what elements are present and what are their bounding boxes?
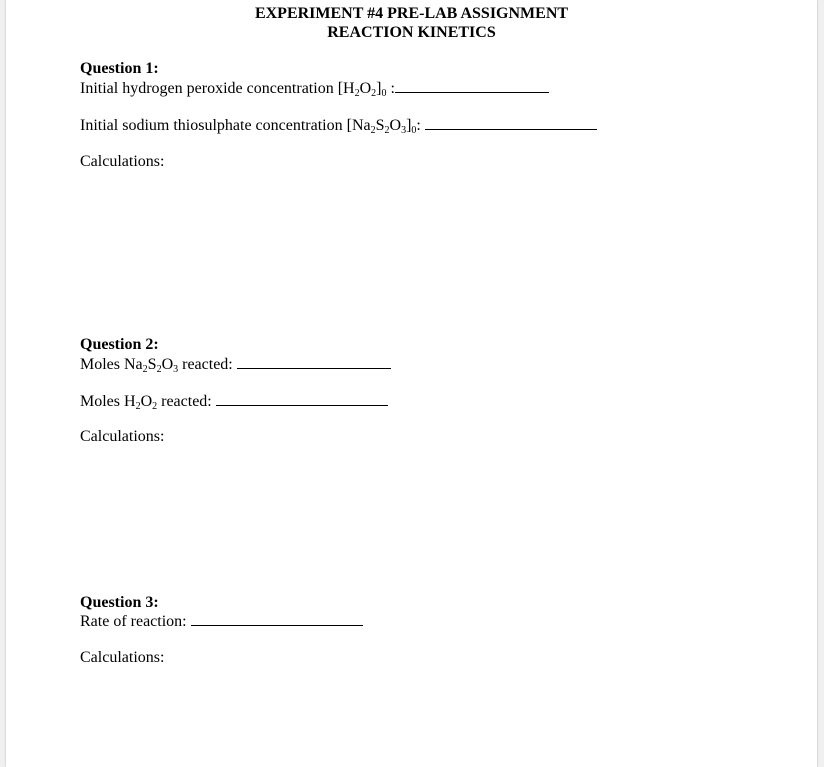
rate-of-reaction-label: Rate of reaction: (80, 613, 187, 630)
h2o2-answer-blank[interactable] (395, 79, 549, 93)
question-2-heading: Question 2: (80, 336, 159, 353)
moles-na2s2o3-label: Moles $Na_2S_2O_3$ reacted: (80, 356, 233, 375)
thiosulphate-label: Initial sodium thiosulphate concentration $[Na_2S_2O_3]_0$: (80, 117, 421, 136)
moles-h2o2-row (80, 392, 388, 411)
h2o2-label: Initial hydrogen peroxide concentration $[H_2O_2]_0$ : (80, 80, 395, 99)
document-page (6, 0, 817, 767)
thiosulphate-concentration-row (80, 116, 597, 135)
question-1-heading: Question 1: (80, 60, 159, 77)
moles-h2o2-label: Moles $H_2O_2$ reacted: (80, 393, 212, 412)
page-subtitle: REACTION KINETICS (327, 24, 496, 41)
page-title: EXPERIMENT #4 PRE-LAB ASSIGNMENT (254, 5, 569, 22)
moles-na2s2o3-row (80, 355, 391, 374)
h2o2-concentration-row (80, 79, 549, 98)
question-3-heading: Question 3: (80, 594, 159, 611)
rate-of-reaction-answer-blank[interactable] (191, 612, 363, 626)
thiosulphate-answer-blank[interactable] (425, 116, 597, 130)
moles-h2o2-answer-blank[interactable] (216, 392, 388, 406)
q2-calculations-label: Calculations: (80, 428, 165, 445)
q1-calculations-label: Calculations: (80, 153, 165, 170)
q3-calculations-label: Calculations: (80, 649, 165, 666)
rate-of-reaction-row (80, 612, 363, 631)
moles-na2s2o3-answer-blank[interactable] (237, 355, 391, 369)
